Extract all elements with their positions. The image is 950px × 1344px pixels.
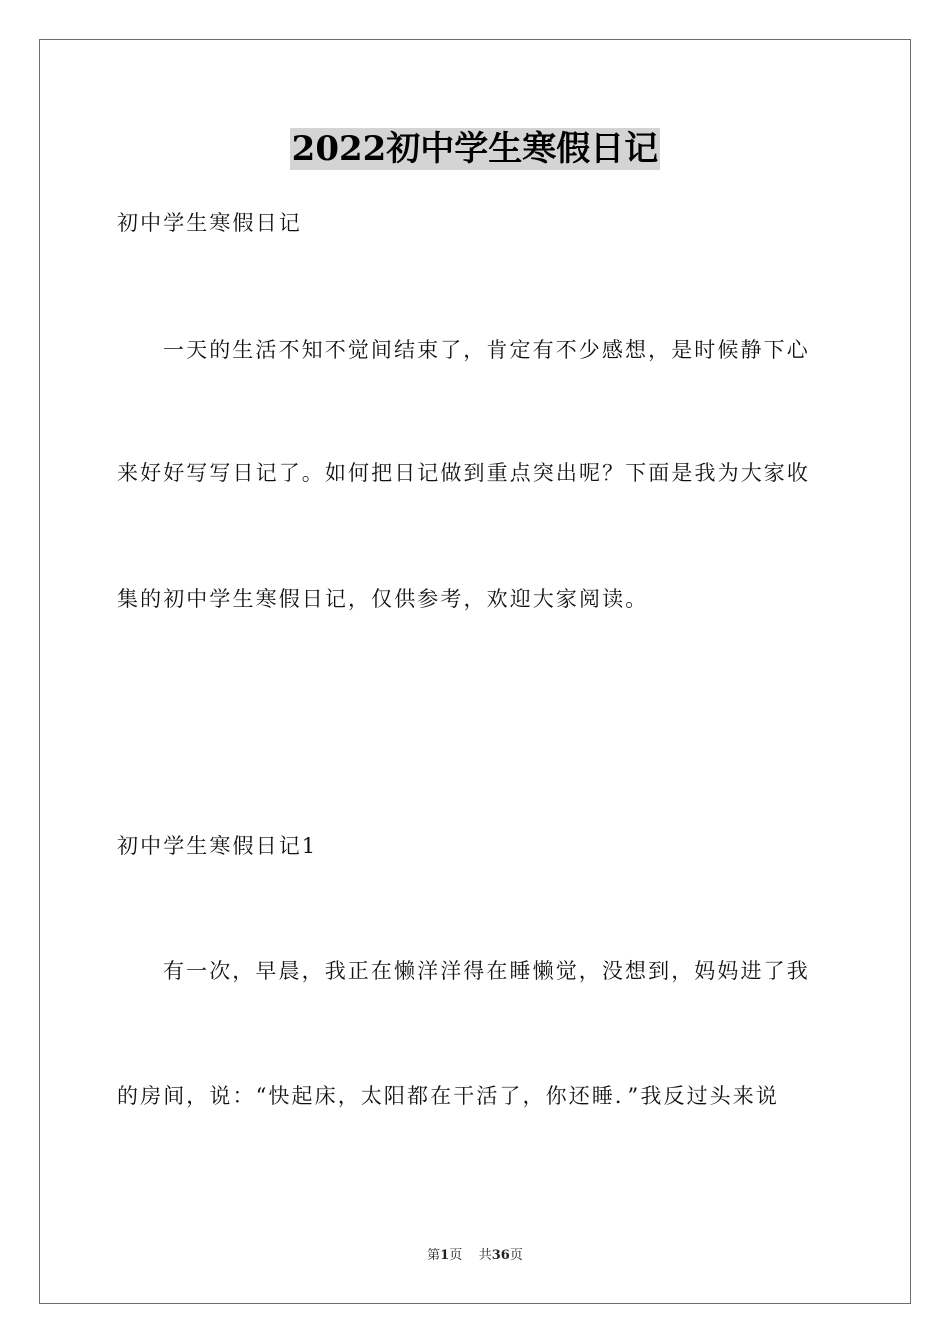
- section-heading: 初中学生寒假日记1: [117, 834, 318, 858]
- intro-line-3: 集的初中学生寒假日记，仅供参考，欢迎大家阅读。: [117, 587, 649, 611]
- page-prefix: 第: [427, 1248, 441, 1263]
- total-pages: 36: [491, 1248, 510, 1263]
- body-line-1: 有一次，早晨，我正在懒洋洋得在睡懒觉，没想到，妈妈进了我: [163, 959, 810, 983]
- subtitle: 初中学生寒假日记: [117, 211, 302, 235]
- intro-line-1: 一天的生活不知不觉间结束了，肯定有不少感想，是时候静下心: [163, 338, 810, 362]
- document-title: 2022初中学生寒假日记: [291, 129, 659, 169]
- page-suffix: 页: [449, 1248, 463, 1263]
- intro-line-2: 来好好写写日记了。如何把日记做到重点突出呢？下面是我为大家收: [117, 461, 810, 485]
- total-suffix: 页: [509, 1248, 523, 1263]
- body-line-2: 的房间，说：“快起床，太阳都在干活了，你还睡．”我反过头来说: [117, 1084, 779, 1108]
- title-container: [0, 128, 950, 170]
- page-number: 1: [440, 1248, 450, 1263]
- total-prefix: 共: [478, 1248, 492, 1263]
- page-footer: [0, 1247, 950, 1265]
